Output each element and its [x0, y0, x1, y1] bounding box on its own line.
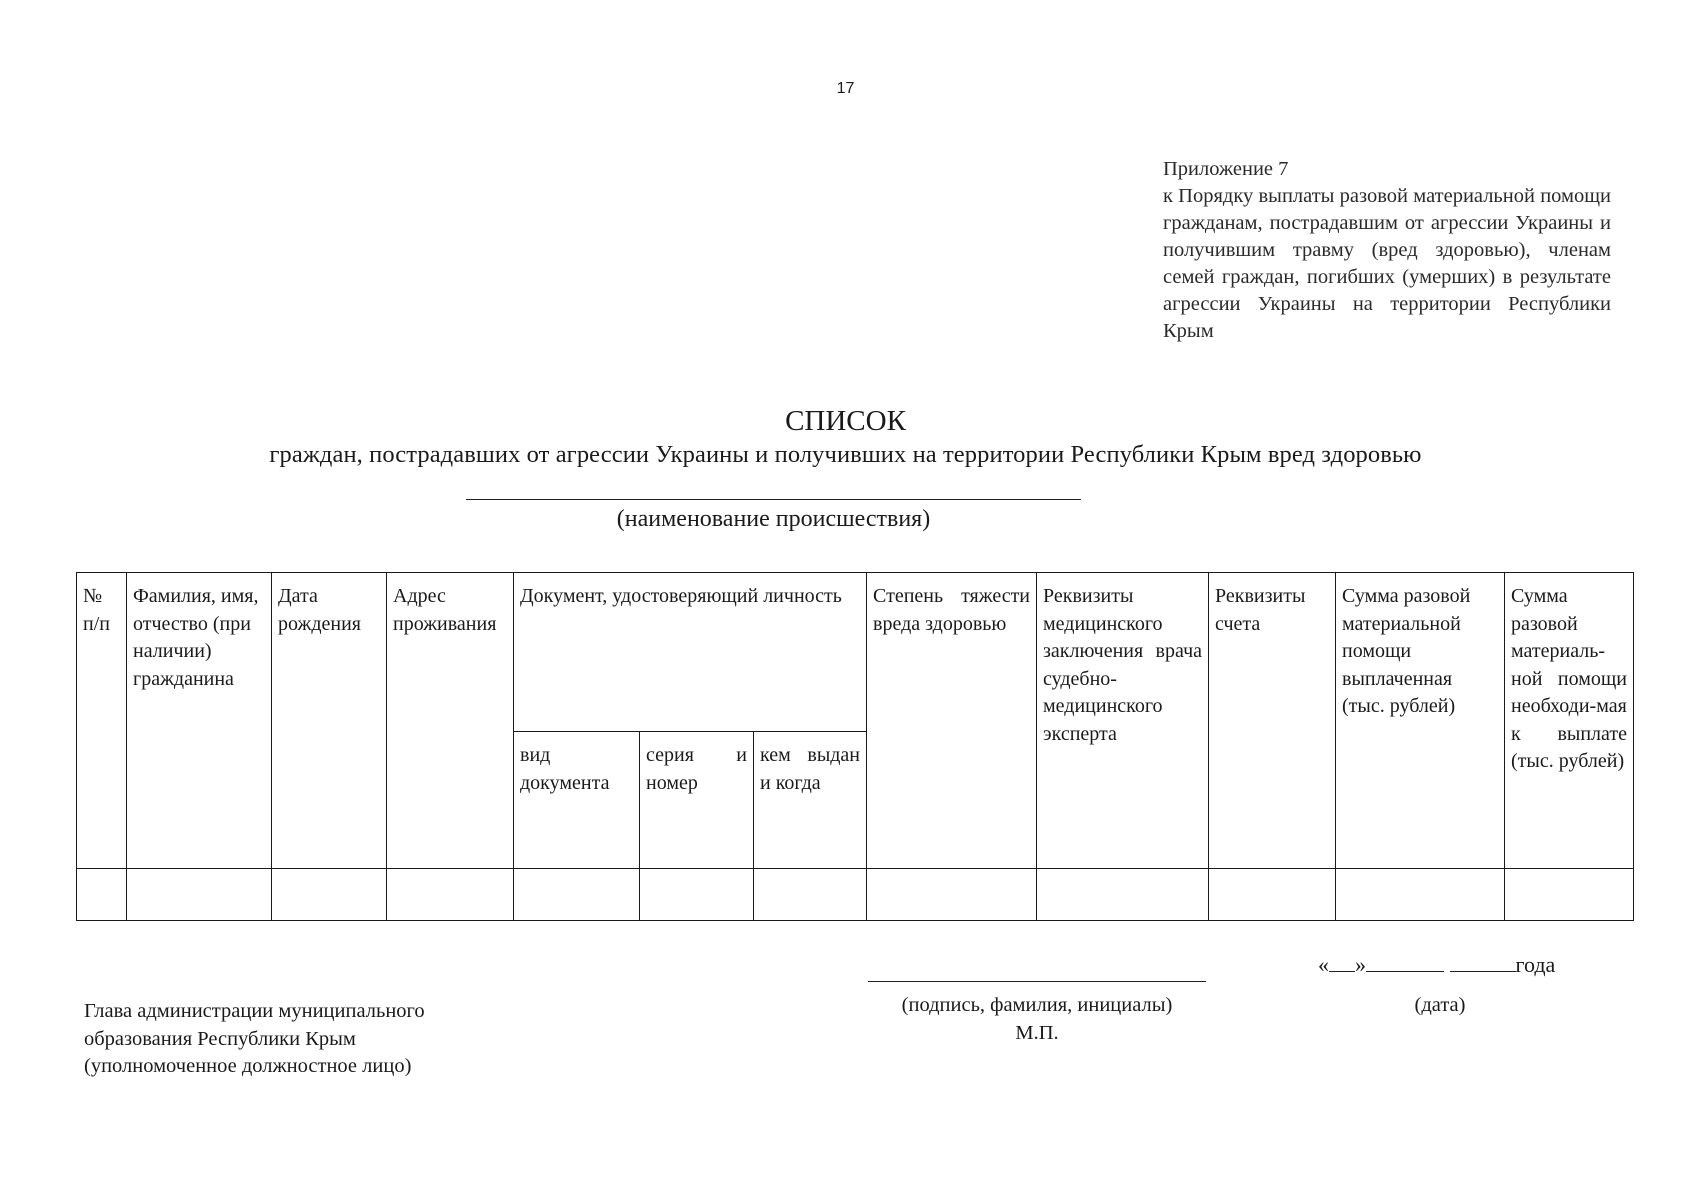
header-medical-conclusion: Реквизиты медицинского заключения врача судебно-медицинского эксперта: [1037, 573, 1209, 869]
date-open-quote: «: [1318, 952, 1329, 977]
header-document-type: вид документа: [514, 732, 640, 869]
header-amount-paid: Сумма разовой материальной помощи выплаченная (тыс. рублей): [1336, 573, 1505, 869]
table-cell[interactable]: [127, 869, 272, 921]
date-year-word: года: [1515, 952, 1556, 977]
date-year-blank[interactable]: [1450, 953, 1516, 972]
official-line-1: Глава администрации муниципального: [84, 1000, 425, 1022]
table-cell[interactable]: [1505, 869, 1634, 921]
header-severity: Степень тяжести вреда здоровью: [867, 573, 1037, 869]
date-close-quote: »: [1355, 952, 1366, 977]
official-position-block: [84, 998, 564, 1081]
signature-line[interactable]: [868, 981, 1206, 982]
table-header-row: [77, 573, 1634, 732]
date-month-blank[interactable]: [1366, 953, 1444, 972]
table-cell[interactable]: [387, 869, 514, 921]
table-row: [77, 869, 1634, 921]
table-cell[interactable]: [272, 869, 387, 921]
header-document-issued: кем выдан и когда: [754, 732, 867, 869]
appendix-title: Приложение 7: [1163, 158, 1289, 180]
header-account: Реквизиты счета: [1209, 573, 1336, 869]
date-caption: (дата): [1414, 994, 1466, 1016]
table-cell[interactable]: [1037, 869, 1209, 921]
stamp-mark: М.П.: [1015, 1022, 1059, 1044]
header-name: Фамилия, имя, отчество (при наличии) гражданина: [127, 573, 272, 869]
official-line-2: образования Республики Крым: [84, 1027, 356, 1050]
official-line-3: (уполномоченное должностное лицо): [84, 1055, 412, 1077]
table-cell[interactable]: [514, 869, 640, 921]
table-cell[interactable]: [640, 869, 754, 921]
table-cell[interactable]: [1209, 869, 1336, 921]
date-day-blank[interactable]: [1329, 953, 1355, 972]
header-identity-document: Документ, удостоверяющий личность: [514, 573, 867, 732]
header-document-series: серия и номер: [640, 732, 754, 869]
page-number: 17: [836, 80, 855, 97]
table-cell[interactable]: [754, 869, 867, 921]
table-cell[interactable]: [867, 869, 1037, 921]
citizens-table: [76, 572, 1634, 921]
document-title: СПИСОК: [785, 405, 906, 437]
table-cell[interactable]: [1336, 869, 1505, 921]
header-amount-due: Сумма разовой материаль-ной помощи необходи-мая к выплате (тыс. рублей): [1505, 573, 1634, 869]
document-subtitle: граждан, пострадавших от агрессии Украины и получивших на территории Республики Крым вред здоровью: [269, 441, 1422, 468]
signature-caption: (подпись, фамилия, инициалы): [901, 994, 1173, 1016]
date-fill-line[interactable]: [1318, 952, 1555, 978]
appendix-block: [1163, 156, 1611, 345]
header-birth-date: Дата рождения: [272, 573, 387, 869]
table-cell[interactable]: [77, 869, 127, 921]
appendix-text: к Порядку выплаты разовой материальной помощи гражданам, пострадавшим от агрессии Украины и получившим травму (вред здоровью), членам семей граждан, погибших (умерших) в результате агрессии Украины на территории Республики Крым: [1163, 185, 1611, 342]
header-address: Адрес проживания: [387, 573, 514, 869]
header-num: № п/п: [77, 573, 127, 869]
incident-caption: (наименование происшествия): [616, 506, 931, 532]
incident-name-line: [466, 499, 1081, 500]
